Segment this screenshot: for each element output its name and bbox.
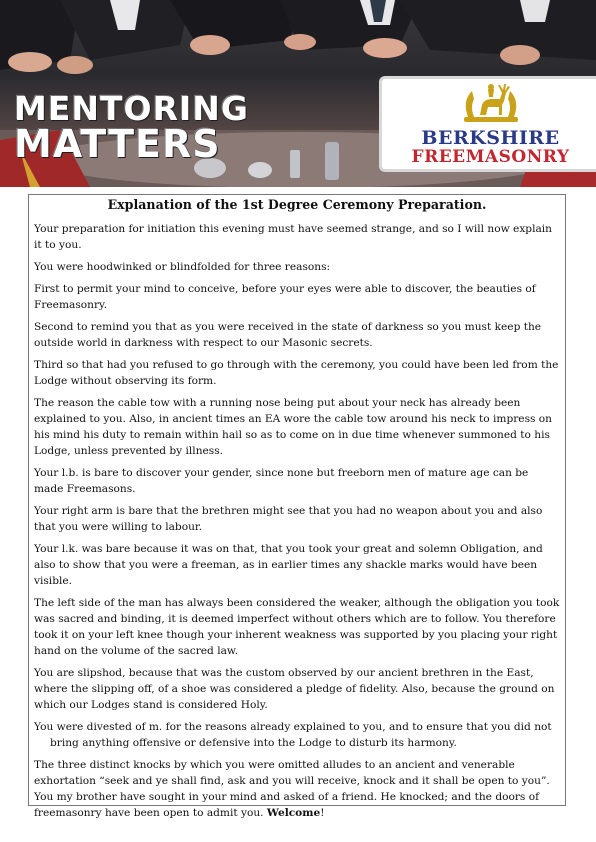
paragraph: Your preparation for initiation this evening must have seemed strange, and so I will now explain it to you. xyxy=(34,223,553,251)
logo-text-freemasonry: FREEMASONRY xyxy=(411,147,570,167)
paragraph: You are slipshod, because that was the custom observed by our ancient brethren in the East, where the slipping off, of a shoe was considered a pledge of fidelity. Also, because the ground on which our Lodges stand is considered Holy. xyxy=(34,667,555,711)
paragraph: You were divested of m. for the reasons already explained to you, and to ensure that you did not bring anything offensive or defensive into the Lodge to disturb its harmony. xyxy=(34,721,552,749)
paragraph: You were hoodwinked or blindfolded for three reasons: xyxy=(34,261,331,273)
closing-text: The three distinct knocks by which you were omitted alludes to an ancient and venerable exhortation “seek and ye shall find, ask and you will receive, knock and it shall be open to you”. You my brother have sought in your mind and asked of a friend. He knocked; and the doors of freemasonry have been open to admit you. xyxy=(34,759,550,819)
header-banner xyxy=(0,0,596,187)
article-title: Explanation of the 1st Degree Ceremony Preparation. xyxy=(107,197,487,212)
paragraph: First to permit your mind to conceive, before your eyes were able to discover, the beauties of Freemasonry. xyxy=(34,283,536,311)
paragraph: Your l.k. was bare because it was on that, that you took your great and solemn Obligation, and also to show that you were a freeman, as in earlier times any shackle marks would have been visible. xyxy=(34,543,543,587)
headline xyxy=(14,89,249,166)
stag-emblem-icon xyxy=(458,81,524,127)
closing-paragraph xyxy=(34,757,560,821)
content-box xyxy=(28,194,566,819)
paragraph: Second to remind you that as you were received in the state of darkness so you must keep the outside world in darkness with respect to our Masonic secrets. xyxy=(34,321,542,349)
paragraph: The reason the cable tow with a running nose being put about your neck has already been explained to you. Also, in ancient times an EA wore the cable tow around his neck to impress on his mind his duty to remain within hail so as to come on in due time whenever summoned to his Lodge, unless prevented by illness. xyxy=(34,397,553,457)
paragraph: Your right arm is bare that the brethren might see that you had no weapon about you and also that you were willing to labour. xyxy=(34,505,543,533)
closing-punct: ! xyxy=(320,807,325,819)
paragraph: The left side of the man has always been considered the weaker, although the obligation you took was sacred and binding, it is deemed imperfect without others which are to follow. You therefore took it on your left knee though your inherent weakness was supported by you placing your right hand on the volume of the sacred law. xyxy=(34,597,560,657)
headline-line-2: MATTERS xyxy=(14,122,221,166)
paragraph: Third so that had you refused to go through with the ceremony, you could have been led from the Lodge without observing its form. xyxy=(34,359,559,387)
headline-line-1: MENTORING xyxy=(14,89,249,128)
paragraph: Your l.b. is bare to discover your gender, since none but freeborn men of mature age can be made Freemasons. xyxy=(34,467,529,495)
berkshire-logo xyxy=(379,76,596,172)
welcome-word: Welcome xyxy=(266,807,321,819)
logo-text-berkshire: BERKSHIRE xyxy=(421,127,560,149)
